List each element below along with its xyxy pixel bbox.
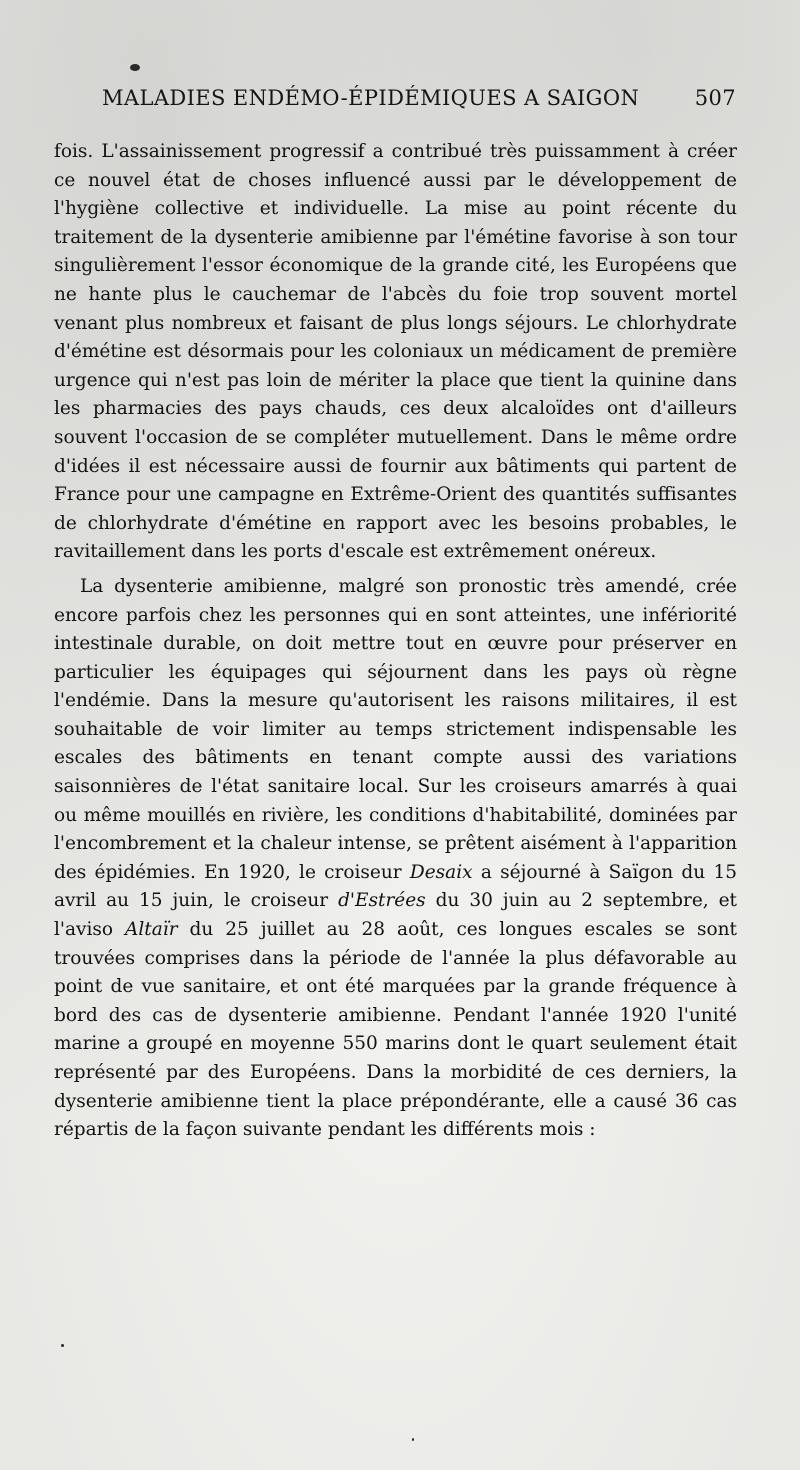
- paragraph-text: du 30 juin au 2 septembre, et l'aviso: [54, 890, 737, 941]
- paragraph-continued: fois. L'assainissement progressif a contribué très puissamment à créer ce nouvel état de choses influencé aussi par le développement de l'hygiène collective et individuelle. La mise au point récente du traitement de la dysenterie amibienne par l'émétine favorise à son tour singulièrement l'essor économique de la grande cité, les Européens que ne hante plus le cauchemar de l'abcès du foie trop souvent mortel venant plus nombreux et faisant de plus longs séjours. Le chlorhydrate d'émétine est désormais pour les coloniaux un médicament de première urgence qui n'est pas loin de mériter la place que tient la quinine dans les pharmacies des pays chauds, ces deux alcaloïdes ont d'ailleurs souvent l'occasion de se compléter mutuellement. Dans le même ordre d'idées il est nécessaire aussi de fournir aux bâtiments qui partent de France pour une campagne en Extrême-Orient des quantités suffisantes de chlorhydrate d'émétine en rapport avec les besoins probables, le ravitaillement dans les ports d'escale est extrêmement onéreux.: [54, 141, 737, 563]
- ship-name-destrees: d'Estrées: [338, 890, 426, 912]
- ship-name-altair: Altaïr: [125, 919, 178, 941]
- ship-name-desaix: Desaix: [409, 861, 473, 883]
- ink-speck: [412, 1438, 414, 1441]
- ink-speck: [61, 1344, 64, 1347]
- ink-speck: [130, 64, 140, 71]
- paragraph-text: du 25 juillet au 28 août, ces longues escales se sont trouvées comprises dans la période de l'année la plus défavorable au point de vue sanitaire, et ont été marquées par la grande fréquence à bord des cas de dysenterie amibienne. Pendant l'année 1920 l'unité marine a groupé en moyenne 550 marins dont le quart seulement était représenté par des Européens. Dans la morbidité de ces derniers, la dysenterie amibienne tient la place prépondérante, elle a causé 36 cas répartis de la façon suivante pendant les différents mois :: [54, 919, 737, 1141]
- page-number: 507: [694, 86, 736, 110]
- paragraph-text: a séjourné à Saïgon du 15 avril au 15 juin, le croiseur: [54, 861, 737, 912]
- paragraph-dysentery: [54, 573, 737, 1145]
- body-text: [54, 138, 737, 1145]
- page-header: [0, 86, 800, 120]
- paragraph-text: La dysenterie amibienne, malgré son pronostic très amendé, crée encore parfois chez les personnes qui en sont atteintes, une infériorité intestinale durable, on doit mettre tout en œuvre pour préserver en particulier les équipages qui séjournent dans les pays où règne l'endémie. Dans la mesure qu'autorisent les raisons militaires, il est souhaitable de voir limiter au temps strictement indispensable les escales des bâtiments en tenant compte aussi des variations saisonnières de l'état sanitaire local. Sur les croiseurs amarrés à quai ou même mouillés en rivière, les conditions d'habitabilité, dominées par l'encombrement et la chaleur intense, se prêtent aisément à l'apparition des épidémies. En 1920, le croiseur: [54, 575, 737, 883]
- running-title: MALADIES ENDÉMO-ÉPIDÉMIQUES A SAIGON: [102, 86, 640, 110]
